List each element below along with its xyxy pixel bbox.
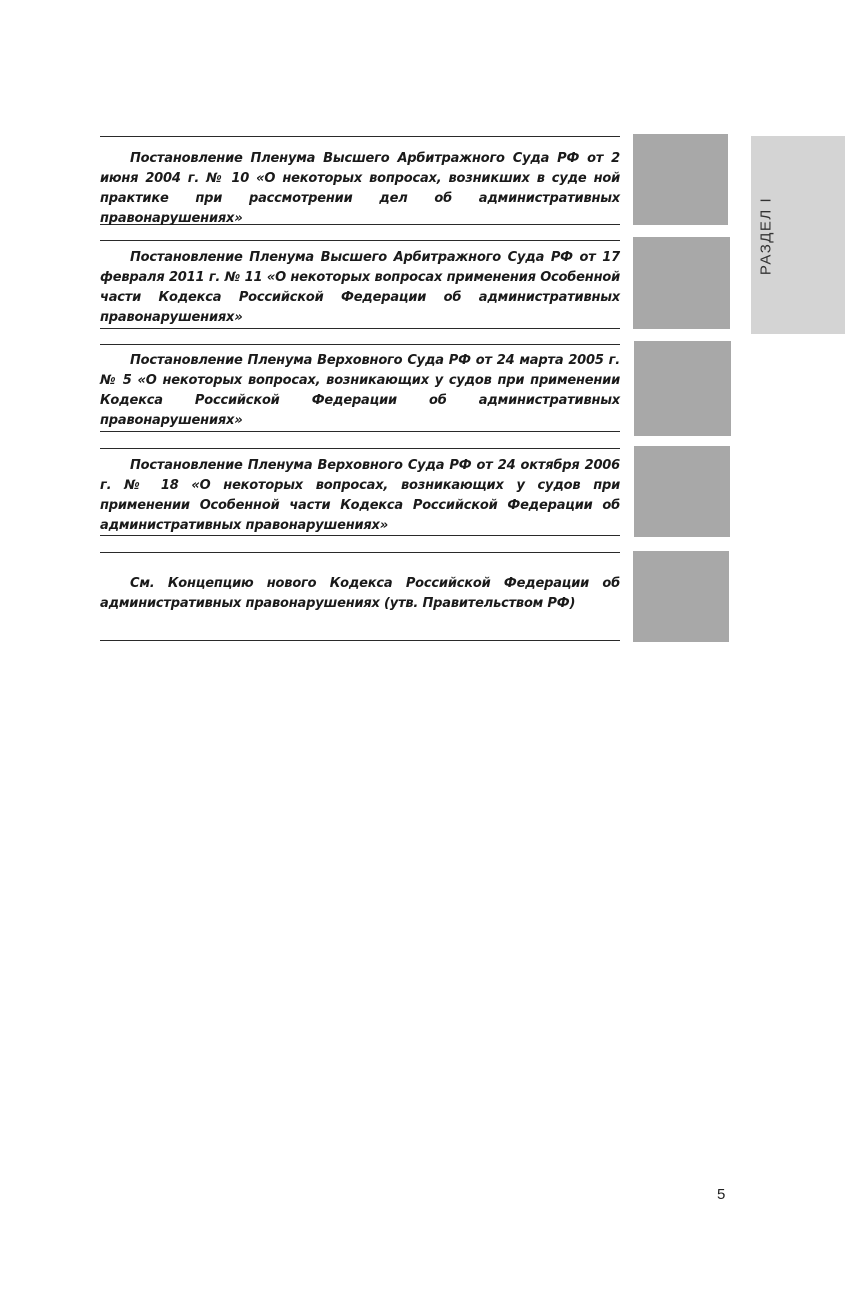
entry-marker-box [634, 446, 730, 537]
entry-marker-box [633, 134, 728, 225]
document-entry [100, 136, 620, 225]
entry-text: Постановление Пленума Высшего Арбитражного Суда РФ от 17 февраля 2011 г. № 11 «О некоторых вопросах применения Особенной части Кодекса Российской Федерации об административных правонарушениях» [100, 250, 620, 325]
entry-text: Постановление Пленума Верховного Суда РФ от 24 октября 2006 г. № 18 «О некоторых вопросах, возникающих у судов при применении Особенной части Кодекса Российской Федерации об административных правонарушениях» [100, 458, 620, 533]
entry-marker-box [633, 237, 730, 329]
page-number: 5 [717, 1186, 726, 1203]
entry-text: Постановление Пленума Высшего Арбитражного Суда РФ от 2 июня 2004 г. № 10 «О некоторых вопросах, возникших в суде ной практике при рассмотрении дел об административных правонарушениях» [100, 151, 620, 226]
section-label: РАЗДЕЛ I [757, 196, 775, 276]
document-entry [100, 448, 620, 536]
entry-marker-box [633, 551, 729, 642]
document-entry [100, 240, 620, 329]
entry-text: Постановление Пленума Верховного Суда РФ от 24 марта 2005 г. № 5 «О некоторых вопросах, возникающих у судов при применении Кодекса Российской Федерации об административных правонарушениях» [100, 353, 620, 428]
document-entry [100, 344, 620, 432]
entry-marker-box [634, 341, 731, 436]
document-entry [100, 552, 620, 641]
entry-text: См. Концепцию нового Кодекса Российской Федерации об административных правонарушениях (утв. Правительством РФ) [100, 576, 620, 611]
